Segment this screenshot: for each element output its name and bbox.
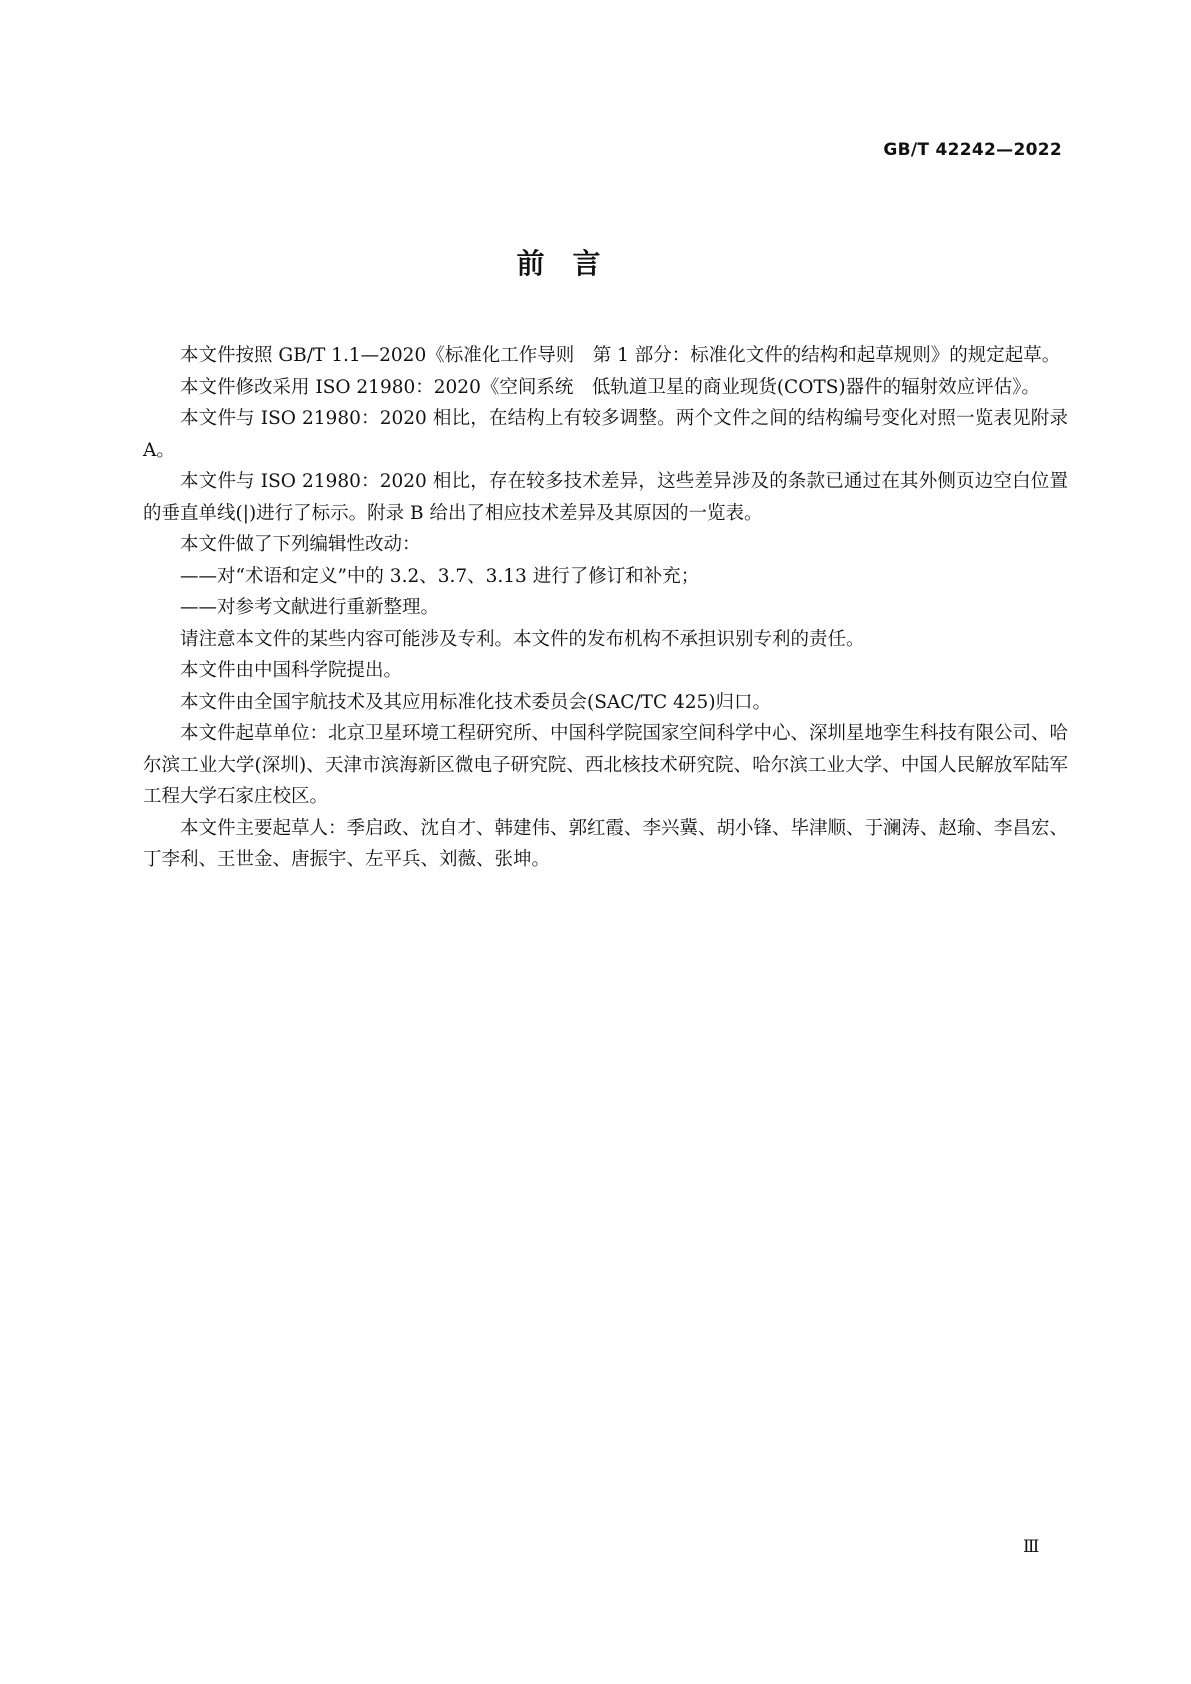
paragraph-drafting-rules: 本文件按照 GB/T 1.1—2020《标准化工作导则 第 1 部分：标准化文件的结构和起草规则》的规定起草。 — [180, 345, 1061, 366]
paragraph-editorial-changes: 本文件做了下列编辑性改动： — [180, 534, 421, 555]
paragraph-patent-notice: 请注意本文件的某些内容可能涉及专利。本文件的发布机构不承担识别专利的责任。 — [180, 628, 865, 650]
paragraph-committee: 本文件由全国宇航技术及其应用标准化技术委员会(SAC/TC 425)归口。 — [180, 691, 772, 713]
paragraph-structure-changes: 本文件与 ISO 21980：2020 相比，在结构上有较多调整。两个文件之间的结构编号变化对照一览表见附录 A。 — [143, 408, 1068, 461]
paragraph-drafters: 本文件主要起草人：季启政、沈自才、韩建伟、郭红霞、李兴冀、胡小锋、毕津顺、于澜涛、赵瑜、李昌宏、丁李利、王世金、唐振宇、左平兵、刘薇、张坤。 — [143, 817, 1069, 870]
preface-body — [143, 340, 1068, 876]
paragraph-proposer: 本文件由中国科学院提出。 — [180, 660, 403, 681]
standard-code: GB/T 42242—2022 — [883, 140, 1062, 160]
paragraph-drafting-units: 本文件起草单位：北京卫星环境工程研究所、中国科学院国家空间科学中心、深圳星地孪生科技有限公司、哈尔滨工业大学(深圳)、天津市滨海新区微电子研究院、西北核技术研究院、哈尔滨工业大学、中国人民解放军陆军工程大学石家庄校区。 — [143, 723, 1069, 807]
paragraph-iso-adoption: 本文件修改采用 ISO 21980：2020《空间系统 低轨道卫星的商业现货(COTS)器件的辐射效应评估》。 — [180, 376, 1040, 398]
editorial-change-item: ——对参考文献进行重新整理。 — [180, 597, 440, 618]
editorial-change-item: ——对“术语和定义”中的 3.2、3.7、3.13 进行了修订和补充； — [180, 565, 700, 587]
page-number: Ⅲ — [1023, 1537, 1040, 1557]
preface-title: 前 言 — [516, 247, 601, 280]
paragraph-technical-differences: 本文件与 ISO 21980：2020 相比，存在较多技术差异，这些差异涉及的条款已通过在其外侧页边空白位置的垂直单线(|)进行了标示。附录 B 给出了相应技术差异及其原因的一览表。 — [143, 471, 1068, 524]
